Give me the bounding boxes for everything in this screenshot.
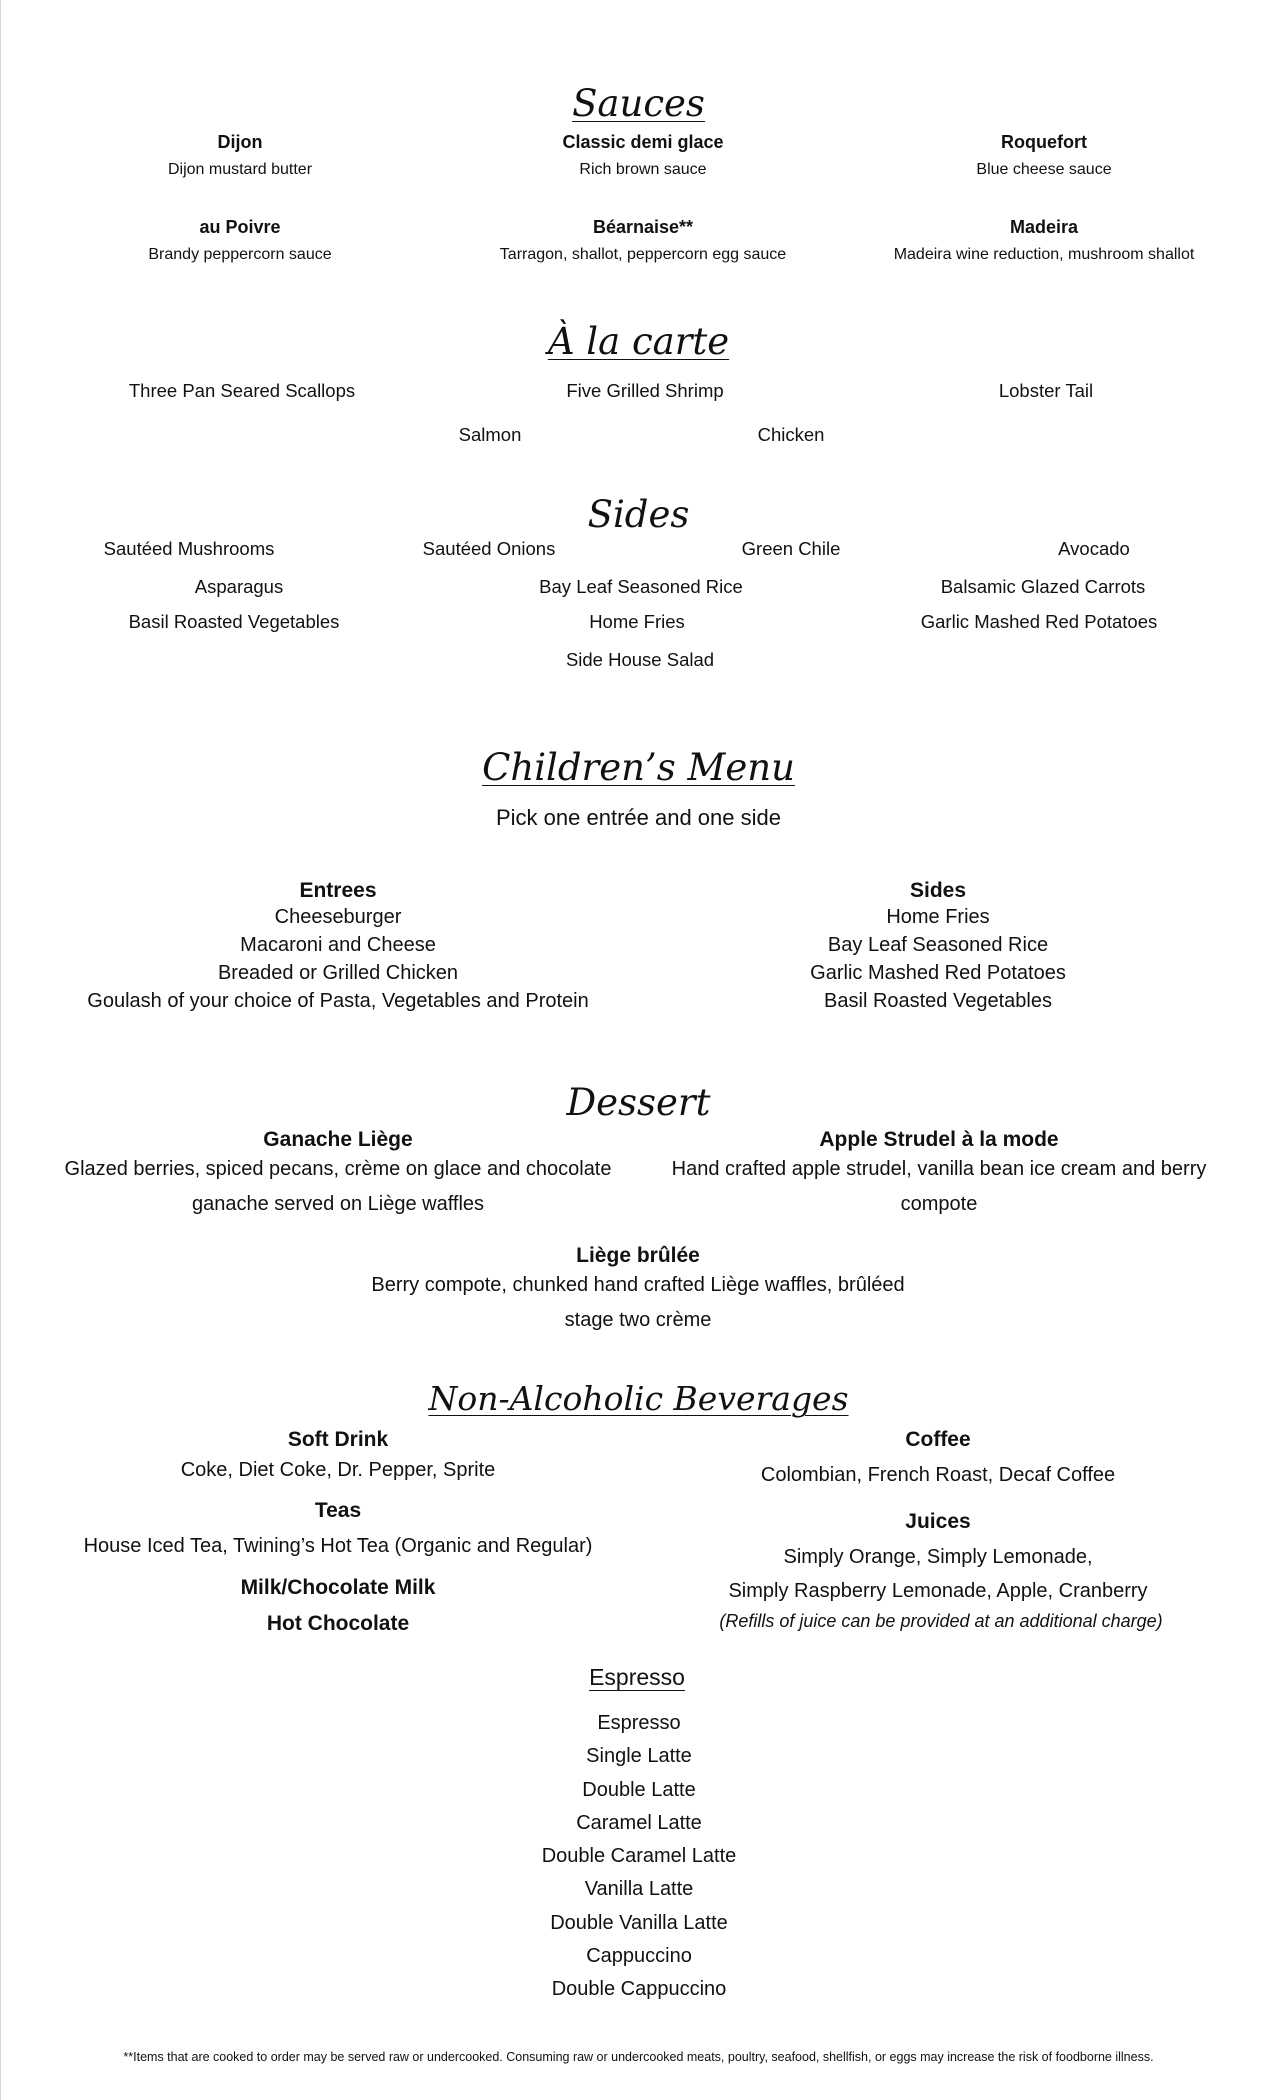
children-sides-title: Sides bbox=[909, 879, 967, 902]
childrens-subtitle: Pick one entrée and one side bbox=[496, 805, 781, 830]
sauce-item bbox=[148, 217, 331, 264]
sauce-name: Roquefort bbox=[1001, 132, 1087, 152]
alacarte-item: Lobster Tail bbox=[998, 380, 1094, 401]
espresso-list bbox=[542, 1707, 737, 2007]
dessert-name: Apple Strudel à la mode bbox=[819, 1128, 1059, 1151]
sauce-name: Classic demi glace bbox=[562, 132, 724, 152]
espresso-item: Espresso bbox=[597, 1712, 681, 1734]
dessert-item bbox=[371, 1244, 904, 1338]
side-item: Bay Leaf Seasoned Rice bbox=[539, 576, 743, 597]
entrees-title: Entrees bbox=[299, 879, 377, 902]
entree-item: Cheeseburger bbox=[274, 906, 402, 928]
sauce-name: au Poivre bbox=[199, 217, 281, 237]
childrens-menu-heading: Children’s Menu bbox=[482, 746, 795, 789]
espresso-item: Double Cappuccino bbox=[551, 1978, 727, 2001]
coffee-title: Coffee bbox=[905, 1428, 971, 1451]
dessert-name: Liège brûlée bbox=[576, 1244, 700, 1267]
dessert-desc: compote bbox=[900, 1193, 978, 1215]
hot-chocolate-item: Hot Chocolate bbox=[266, 1612, 410, 1635]
children-side-item: Bay Leaf Seasoned Rice bbox=[827, 934, 1049, 956]
side-item: Avocado bbox=[1058, 538, 1130, 559]
entree-item: Macaroni and Cheese bbox=[240, 934, 436, 956]
dessert-name: Ganache Liège bbox=[263, 1128, 413, 1151]
children-entrees bbox=[87, 879, 588, 1015]
espresso-item: Single Latte bbox=[586, 1745, 692, 1768]
footer-disclaimer: **Items that are cooked to order may be served raw or undercooked. Consuming raw or undercooked meats, poultry, seafood, shellfish, or eggs may increase the risk of foodborne illness. bbox=[123, 2050, 1154, 2064]
sauce-desc: Madeira wine reduction, mushroom shallot bbox=[893, 246, 1195, 263]
side-item: Home Fries bbox=[589, 611, 685, 632]
alacarte-heading: À la carte bbox=[547, 320, 730, 363]
entree-item: Breaded or Grilled Chicken bbox=[217, 962, 459, 984]
sauce-item bbox=[500, 217, 786, 264]
soft-drink-title: Soft Drink bbox=[287, 1428, 389, 1451]
sauce-item bbox=[168, 132, 312, 179]
juices-note: (Refills of juice can be provided at an additional charge) bbox=[719, 1611, 1163, 1631]
espresso-item: Double Caramel Latte bbox=[541, 1845, 737, 1868]
alacarte-item: Salmon bbox=[458, 424, 522, 445]
side-item: Garlic Mashed Red Potatoes bbox=[920, 611, 1158, 632]
sauce-item bbox=[894, 217, 1195, 264]
side-item: Basil Roasted Vegetables bbox=[128, 611, 340, 632]
side-item: Green Chile bbox=[741, 538, 841, 559]
espresso-item: Cappuccino bbox=[586, 1945, 692, 1968]
entree-item: Goulash of your choice of Pasta, Vegetables and Protein bbox=[87, 990, 589, 1012]
children-side-item: Basil Roasted Vegetables bbox=[824, 990, 1052, 1012]
espresso-item: Vanilla Latte bbox=[584, 1878, 694, 1901]
side-item: Balsamic Glazed Carrots bbox=[940, 576, 1146, 597]
alacarte-item: Chicken bbox=[757, 424, 825, 445]
dessert-item bbox=[65, 1128, 612, 1222]
dessert-desc: Berry compote, chunked hand crafted Liège waffles, brûléed bbox=[371, 1274, 905, 1296]
soft-drink-desc: Coke, Diet Coke, Dr. Pepper, Sprite bbox=[180, 1459, 496, 1481]
espresso-item: Double Latte bbox=[582, 1778, 696, 1801]
juices-line: Simply Orange, Simply Lemonade, bbox=[783, 1546, 1093, 1568]
sides-heading: Sides bbox=[587, 493, 690, 536]
sauce-desc: Tarragon, shallot, peppercorn egg sauce bbox=[499, 246, 787, 263]
side-item: Asparagus bbox=[194, 576, 284, 597]
dessert-desc: Hand crafted apple strudel, vanilla bean ice cream and berry bbox=[671, 1158, 1207, 1180]
sauce-item bbox=[562, 132, 723, 179]
alacarte-item: Three Pan Seared Scallops bbox=[128, 380, 356, 401]
dessert-desc: stage two crème bbox=[564, 1309, 712, 1331]
sauce-desc: Rich brown sauce bbox=[579, 161, 707, 178]
sauce-desc: Brandy peppercorn sauce bbox=[148, 246, 332, 263]
sauce-desc: Blue cheese sauce bbox=[976, 161, 1112, 178]
children-sides bbox=[810, 879, 1066, 1015]
dessert-desc: Glazed berries, spiced pecans, crème on glace and chocolate bbox=[64, 1158, 612, 1180]
children-side-item: Garlic Mashed Red Potatoes bbox=[810, 962, 1066, 984]
dessert-heading: Dessert bbox=[566, 1081, 711, 1124]
juices-line: Simply Raspberry Lemonade, Apple, Cranberry bbox=[728, 1580, 1148, 1602]
sauce-desc: Dijon mustard butter bbox=[167, 161, 313, 178]
beverages-heading: Non-Alcoholic Beverages bbox=[428, 1379, 849, 1418]
sauce-name: Madeira bbox=[1009, 217, 1079, 237]
sauces-heading: Sauces bbox=[572, 82, 705, 125]
espresso-heading: Espresso bbox=[589, 1664, 685, 1690]
coffee-desc: Colombian, French Roast, Decaf Coffee bbox=[760, 1464, 1116, 1486]
teas-title: Teas bbox=[314, 1499, 362, 1522]
sauce-name: Béarnaise** bbox=[592, 217, 694, 237]
teas-desc: House Iced Tea, Twining’s Hot Tea (Organic and Regular) bbox=[83, 1535, 593, 1557]
sauce-item bbox=[976, 132, 1111, 179]
milk-item: Milk/Chocolate Milk bbox=[240, 1576, 436, 1599]
side-item: Side House Salad bbox=[565, 649, 715, 670]
dessert-item bbox=[672, 1128, 1207, 1222]
espresso-item: Caramel Latte bbox=[576, 1811, 702, 1834]
children-side-item: Home Fries bbox=[886, 906, 990, 928]
sauce-name: Dijon bbox=[217, 132, 263, 152]
dessert-desc: ganache served on Liège waffles bbox=[191, 1193, 485, 1215]
alacarte-item: Five Grilled Shrimp bbox=[566, 380, 724, 401]
espresso-item: Double Vanilla Latte bbox=[550, 1911, 728, 1934]
juices-title: Juices bbox=[905, 1510, 971, 1533]
side-item: Sautéed Onions bbox=[422, 538, 556, 559]
side-item: Sautéed Mushrooms bbox=[103, 538, 275, 559]
